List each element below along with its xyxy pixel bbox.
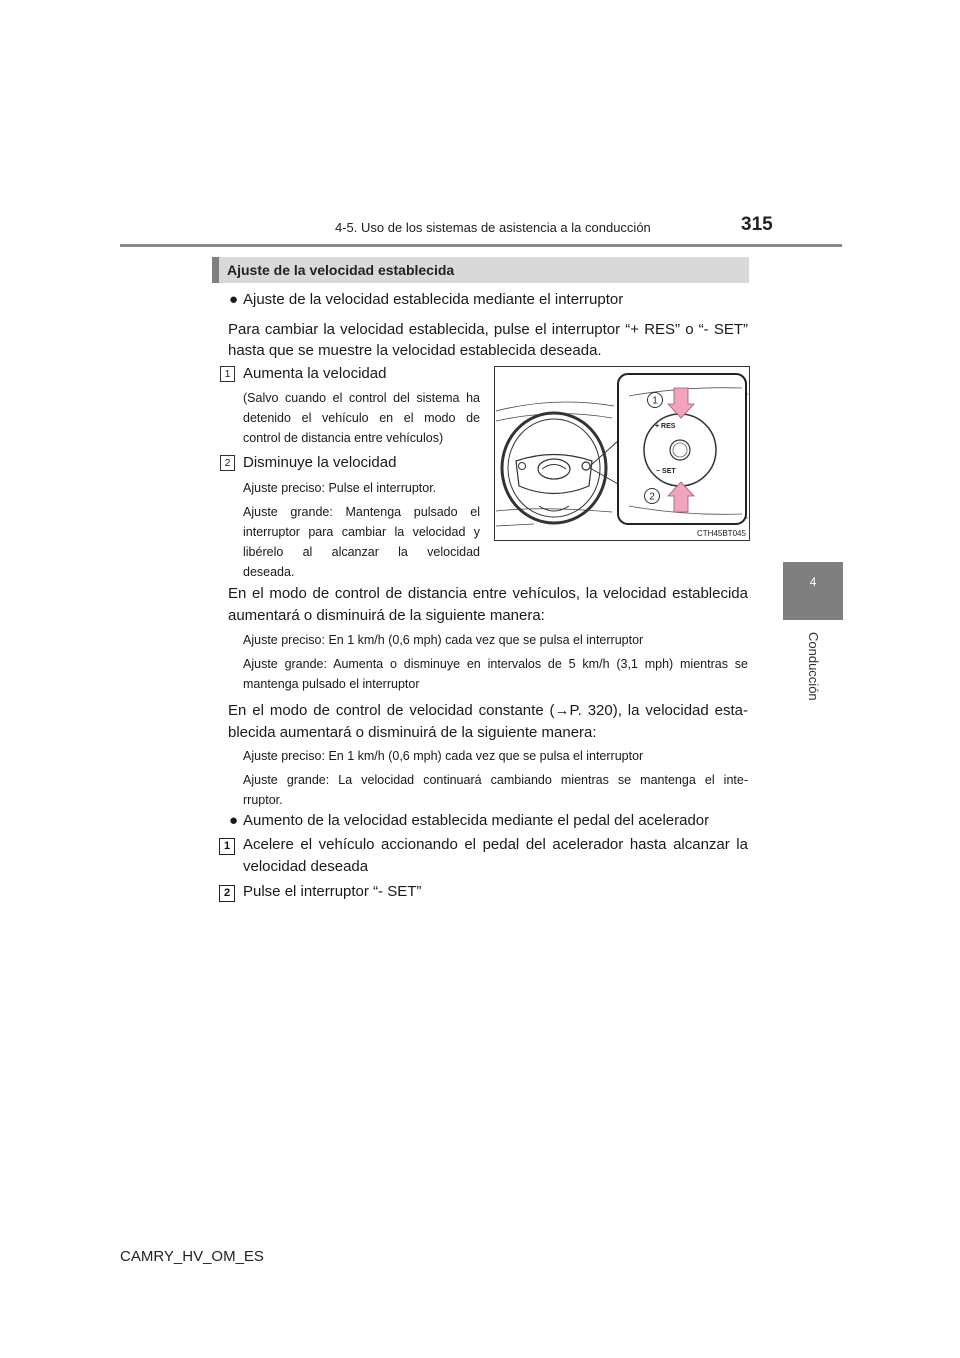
section-title-bar: [212, 257, 749, 283]
item-note-line: control de distancia entre vehículos): [243, 431, 444, 445]
step-square-2: 2: [219, 885, 235, 902]
note-line: Ajuste preciso: En 1 km/h (0,6 mph) cada vez que se pulsa el interruptor: [243, 633, 644, 647]
chapter-number: 4: [809, 575, 817, 589]
bullet-heading-pedal: [229, 809, 710, 832]
set-label: − SET: [656, 468, 676, 475]
note-line: rruptor.: [243, 793, 283, 807]
paragraph-line: aumentará o disminuirá de la siguiente manera:: [228, 607, 545, 624]
note-line: Ajuste grande: Aumenta o disminuye en intervalos de 5 km/h (3,1 mph) mientras se: [243, 657, 748, 671]
item-note-line: Ajuste grande: Mantenga pulsado el: [243, 505, 480, 519]
step-circle-1: 1: [220, 366, 235, 382]
zoom-inset: [618, 374, 746, 524]
header-rule: [120, 244, 842, 247]
bullet-dot: ●: [229, 291, 239, 308]
note-line: Ajuste grande: La velocidad continuará cambiando mientras se mantenga el inte-: [243, 773, 748, 787]
paragraph-line: En el modo de control de velocidad constante (→P. 320), la velocidad esta-: [228, 702, 748, 719]
bullet-text: Ajuste de la velocidad establecida mediante el interruptor: [243, 291, 624, 308]
paragraph-line: hasta que se muestre la velocidad establecida deseada.: [228, 342, 602, 359]
step-square-1: 1: [219, 838, 235, 855]
bullet-dot: ●: [229, 812, 239, 829]
bullet-heading-switch: [229, 288, 624, 311]
step-text-line: velocidad deseada: [243, 858, 369, 875]
figure-code: CTH45BT045: [697, 529, 746, 538]
running-header: 4-5. Uso de los sistemas de asistencia a la conducción: [335, 220, 651, 235]
document-id: CAMRY_HV_OM_ES: [120, 1248, 264, 1265]
item-title: Aumenta la velocidad: [243, 365, 387, 382]
item-note-line: Ajuste preciso: Pulse el interruptor.: [243, 481, 437, 495]
chapter-tab: [783, 562, 843, 620]
step-text-line: Pulse el interruptor “- SET”: [243, 883, 422, 900]
item-note-line: detenido el vehículo en el modo de: [243, 411, 480, 425]
section-marker: [212, 257, 219, 283]
item-note-line: deseada.: [243, 565, 295, 579]
bullet-text: Aumento de la velocidad establecida mediante el pedal del acelerador: [243, 812, 710, 829]
note-line: mantenga pulsado el interruptor: [243, 677, 420, 691]
chapter-label: Conducción: [806, 632, 821, 701]
item-title: Disminuye la velocidad: [243, 454, 397, 471]
item-note-line: (Salvo cuando el control del sistema ha: [243, 391, 480, 405]
step-circle-2: 2: [220, 455, 235, 471]
steering-wheel-figure: [494, 366, 750, 541]
callout-1: 1: [652, 395, 658, 407]
paragraph-line: blecida aumentará o disminuirá de la siguiente manera:: [228, 724, 597, 741]
paragraph-line: En el modo de control de distancia entre vehículos, la velocidad establecida: [228, 585, 748, 602]
note-line: Ajuste preciso: En 1 km/h (0,6 mph) cada vez que se pulsa el interruptor: [243, 749, 644, 763]
item-note-line: interruptor para cambiar la velocidad y: [243, 525, 480, 539]
callout-2: 2: [649, 491, 655, 503]
section-title: Ajuste de la velocidad establecida: [227, 262, 455, 278]
step-text-line: Acelere el vehículo accionando el pedal del acelerador hasta alcanzar la: [243, 836, 748, 853]
item-note-line: libérelo al alcanzar la velocidad: [243, 545, 480, 559]
paragraph-line: Para cambiar la velocidad establecida, pulse el interruptor “+ RES” o “- SET”: [228, 321, 748, 338]
page-number: 315: [741, 214, 773, 235]
res-label: + RES: [655, 423, 676, 430]
